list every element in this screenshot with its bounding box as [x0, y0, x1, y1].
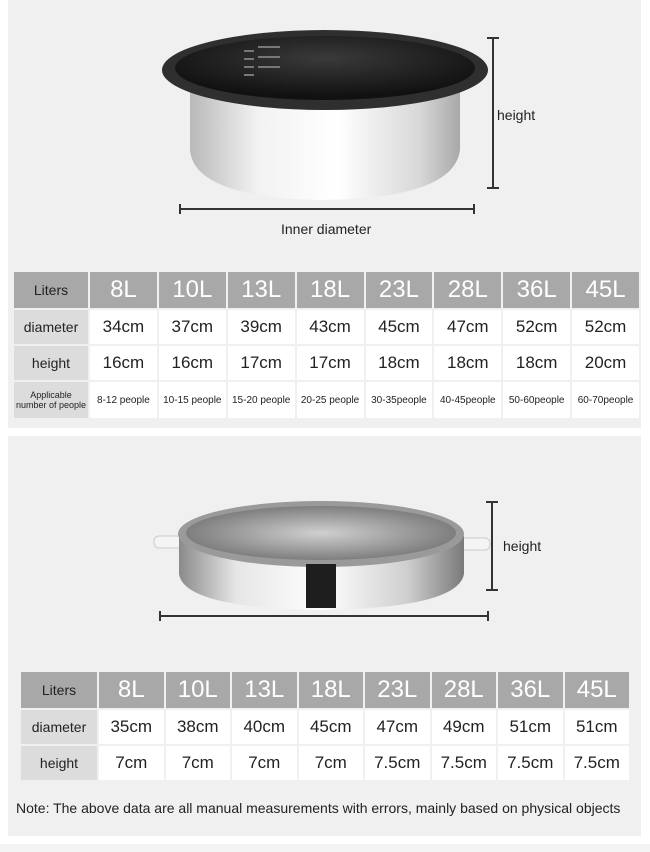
pot-size-18l: 18L	[297, 272, 364, 308]
table-cell: 7cm	[299, 746, 364, 780]
table-cell: 16cm	[159, 346, 226, 380]
table-cell: 20-25 people	[297, 382, 364, 418]
pot-diameter-line	[180, 204, 474, 214]
steamer-height-label: height	[503, 538, 542, 554]
table-cell: 52cm	[503, 310, 570, 344]
pot-height-row	[14, 346, 639, 380]
table-cell: 7.5cm	[365, 746, 430, 780]
steamer-height-row	[21, 746, 629, 780]
table-cell: 47cm	[434, 310, 501, 344]
table-cell: 15-20 people	[228, 382, 295, 418]
table-cell: 18cm	[434, 346, 501, 380]
pot-header-label: Liters	[14, 272, 88, 308]
steamer-size-13l: 13L	[232, 672, 297, 708]
table-cell: 40-45people	[434, 382, 501, 418]
table-cell: 51cm	[565, 710, 630, 744]
pot-table-header-row	[14, 272, 639, 308]
steamer-size-45l: 45L	[565, 672, 630, 708]
table-cell: 8-12 people	[90, 382, 157, 418]
measurement-note: Note: The above data are all manual measurements with errors, mainly based on physical objects	[16, 800, 621, 816]
steamer-diameter-row-label: diameter	[21, 710, 97, 744]
table-cell: 37cm	[159, 310, 226, 344]
steamer-diameter-row	[21, 710, 629, 744]
table-cell: 43cm	[297, 310, 364, 344]
steamer-diameter-line	[160, 611, 488, 621]
table-cell: 17cm	[228, 346, 295, 380]
steamer-table-header-row	[21, 672, 629, 708]
page-footer-strip	[0, 844, 650, 852]
table-cell: 39cm	[228, 310, 295, 344]
steamer-interior	[186, 506, 456, 560]
table-cell: 34cm	[90, 310, 157, 344]
steamer-reflection	[306, 564, 336, 608]
pot-diameter-label: Inner diameter	[281, 221, 372, 237]
steamer-size-table	[19, 670, 631, 782]
pot-height-label: height	[497, 107, 536, 123]
table-cell: 7cm	[232, 746, 297, 780]
table-cell: 40cm	[232, 710, 297, 744]
pot-interior	[175, 36, 475, 100]
pot-panel	[8, 0, 641, 428]
pot-size-8l: 8L	[90, 272, 157, 308]
table-cell: 7.5cm	[498, 746, 563, 780]
steamer-header-label: Liters	[21, 672, 97, 708]
table-cell: 60-70people	[572, 382, 639, 418]
pot-size-45l: 45L	[572, 272, 639, 308]
table-cell: 45cm	[299, 710, 364, 744]
pot-height-row-label: height	[14, 346, 88, 380]
table-cell: 7.5cm	[432, 746, 497, 780]
pot-size-36l: 36L	[503, 272, 570, 308]
table-cell: 51cm	[498, 710, 563, 744]
pot-size-28l: 28L	[434, 272, 501, 308]
steamer-height-row-label: height	[21, 746, 97, 780]
pot-size-10l: 10L	[159, 272, 226, 308]
table-cell: 20cm	[572, 346, 639, 380]
steamer-size-18l: 18L	[299, 672, 364, 708]
table-cell: 49cm	[432, 710, 497, 744]
steamer-panel	[8, 436, 641, 836]
steamer-illustration	[8, 436, 641, 636]
table-cell: 16cm	[90, 346, 157, 380]
table-cell: 38cm	[166, 710, 231, 744]
table-cell: 7cm	[99, 746, 164, 780]
steamer-size-10l: 10L	[166, 672, 231, 708]
table-cell: 30-35people	[366, 382, 433, 418]
table-cell: 45cm	[366, 310, 433, 344]
table-cell: 35cm	[99, 710, 164, 744]
steamer-size-28l: 28L	[432, 672, 497, 708]
steamer-size-23l: 23L	[365, 672, 430, 708]
pot-people-row-label: Applicable number of people	[14, 382, 88, 418]
table-cell: 18cm	[503, 346, 570, 380]
table-cell: 17cm	[297, 346, 364, 380]
table-cell: 10-15 people	[159, 382, 226, 418]
table-cell: 7.5cm	[565, 746, 630, 780]
table-cell: 18cm	[366, 346, 433, 380]
pot-people-row	[14, 382, 639, 418]
steamer-size-8l: 8L	[99, 672, 164, 708]
steamer-size-36l: 36L	[498, 672, 563, 708]
pot-diameter-row	[14, 310, 639, 344]
table-cell: 50-60people	[503, 382, 570, 418]
table-cell: 52cm	[572, 310, 639, 344]
steamer-right-handle	[460, 538, 490, 550]
pot-diameter-row-label: diameter	[14, 310, 88, 344]
table-cell: 47cm	[365, 710, 430, 744]
pot-size-23l: 23L	[366, 272, 433, 308]
table-cell: 7cm	[166, 746, 231, 780]
pot-size-table	[12, 270, 641, 420]
pot-size-13l: 13L	[228, 272, 295, 308]
